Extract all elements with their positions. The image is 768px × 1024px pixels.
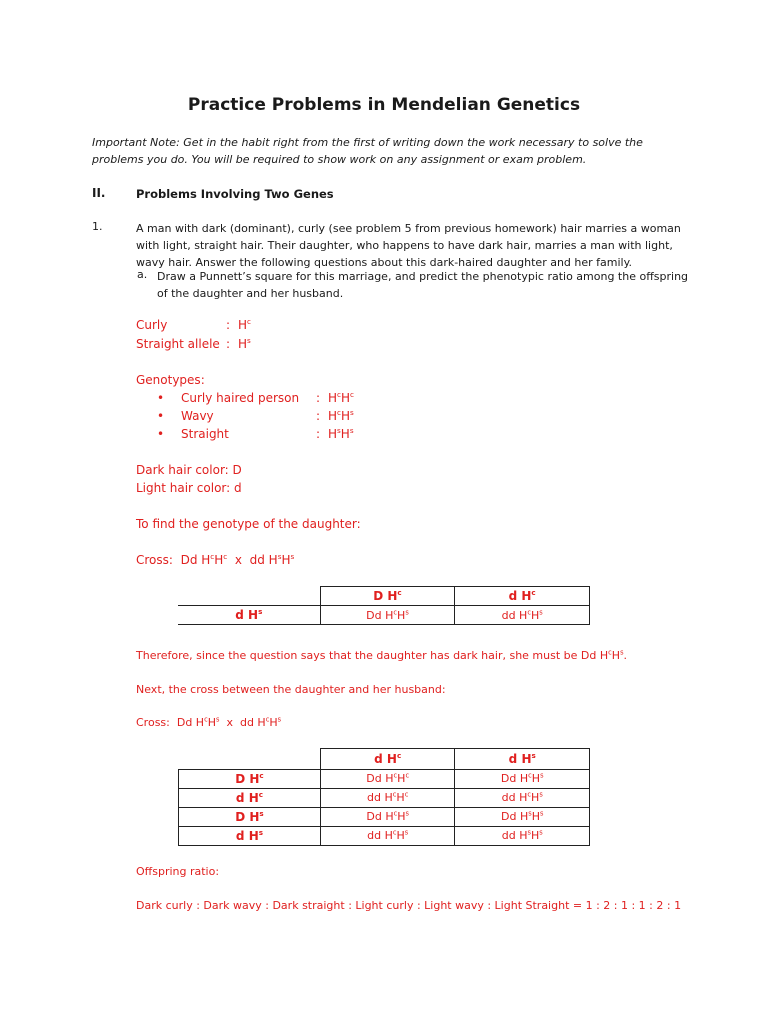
- question-part-text: Draw a Punnett’s square for this marriage, and predict the phenotypic ratio among the offspring of the daughter and her husband.: [157, 270, 689, 300]
- table-cell: Dd $H^sH^s$: [455, 807, 590, 826]
- table-cell: dd $H^sH^s$: [455, 826, 590, 845]
- genotype-value: $H^cH^c$: [328, 390, 354, 405]
- table-col-header: d $H^c$: [320, 749, 455, 770]
- table-corner: [179, 749, 321, 770]
- straight-colon: :: [226, 337, 231, 351]
- table-cell: Dd $H^cH^s$: [320, 606, 455, 625]
- table-cell: Dd $H^cH^c$: [320, 769, 455, 788]
- table-row-header: D $H^c$: [179, 769, 321, 788]
- genotype-label: Straight: [181, 427, 229, 441]
- bullet-icon: •: [157, 427, 165, 441]
- genotypes-heading: Genotypes:: [136, 373, 205, 387]
- therefore-sentence: Therefore, since the question says that the daughter has dark hair, she must be Dd $H^cH^s$.: [136, 648, 627, 662]
- straight-allele: $H^s$: [238, 336, 251, 351]
- section-title: Problems Involving Two Genes: [136, 187, 334, 201]
- question-number: 1.: [92, 220, 103, 233]
- bullet-icon: •: [157, 409, 165, 423]
- table-row-header: d $H^s$: [178, 606, 320, 625]
- table-cell: Dd $H^cH^s$: [320, 807, 455, 826]
- cross-1: Cross: Dd $H^cH^c$ x dd $H^sH^s$: [136, 552, 295, 567]
- question-part-letter: a.: [137, 268, 148, 281]
- table-col-header: D $H^c$: [320, 587, 455, 606]
- straight-label: Straight allele: [136, 337, 220, 351]
- table-cell: dd $H^cH^c$: [320, 788, 455, 807]
- punnett-table-2: [178, 748, 590, 846]
- section-number: II.: [92, 186, 106, 200]
- genotype-value: $H^cH^s$: [328, 408, 354, 423]
- table-cell: Dd $H^cH^s$: [455, 769, 590, 788]
- question-text: A man with dark (dominant), curly (see problem 5 from previous homework) hair marries a woman with light, straight hair. Their daughter, who happens to have dark hair, marries a man with light, wavy hair. Answer the following questions about this dark-haired daughter and her family.: [136, 222, 681, 269]
- cross-2: Cross: Dd $H^cH^s$ x dd $H^cH^s$: [136, 715, 282, 729]
- table-row-header: d $H^c$: [179, 788, 321, 807]
- table-cell: dd $H^cH^s$: [320, 826, 455, 845]
- dark-hair-color: Dark hair color: D: [136, 463, 242, 477]
- curly-allele: $H^c$: [238, 317, 251, 332]
- offspring-ratio-heading: Offspring ratio:: [136, 865, 220, 878]
- genotype-colon: :: [316, 427, 321, 441]
- next-cross-heading: Next, the cross between the daughter and her husband:: [136, 683, 446, 696]
- light-hair-color: Light hair color: d: [136, 481, 242, 495]
- final-ratio: Dark curly : Dark wavy : Dark straight : Light curly : Light wavy : Light Straight = 1 : 2 : 1 : 1 : 2 : 1: [136, 899, 682, 912]
- table-cell: dd $H^cH^s$: [455, 606, 590, 625]
- table-corner: [178, 587, 320, 606]
- curly-label: Curly: [136, 318, 168, 332]
- bullet-icon: •: [157, 391, 165, 405]
- find-daughter-heading: To find the genotype of the daughter:: [136, 517, 361, 531]
- curly-colon: :: [226, 318, 231, 332]
- important-note: Important Note: Get in the habit right from the first of writing down the work necessary to solve the problems you do. You will be required to show work on any assignment or exam problem.: [92, 136, 643, 166]
- page-title: Practice Problems in Mendelian Genetics: [187, 95, 581, 115]
- genotype-label: Curly haired person: [181, 391, 300, 405]
- punnett-table-1: [178, 586, 590, 625]
- table-cell: dd $H^cH^s$: [455, 788, 590, 807]
- genotype-colon: :: [316, 391, 321, 405]
- table-row-header: D $H^s$: [179, 807, 321, 826]
- table-col-header: d $H^c$: [455, 587, 590, 606]
- genotype-label: Wavy: [181, 409, 214, 423]
- genotype-value: $H^sH^s$: [328, 426, 354, 441]
- genotype-colon: :: [316, 409, 321, 423]
- table-col-header: d $H^s$: [455, 749, 590, 770]
- table-row-header: d $H^s$: [179, 826, 321, 845]
